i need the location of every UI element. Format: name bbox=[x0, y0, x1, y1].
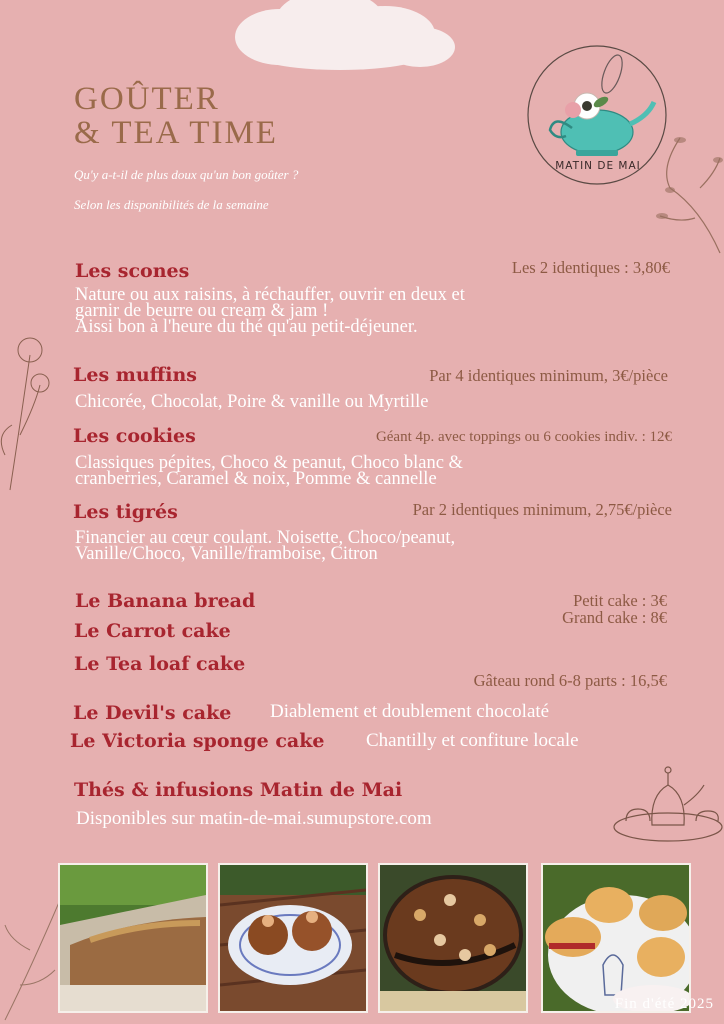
giant-cookie-photo bbox=[378, 863, 528, 1013]
scones-photo bbox=[541, 863, 691, 1013]
victoria-sponge-description: Chantilly et confiture locale bbox=[366, 730, 579, 751]
tigres-photo bbox=[218, 863, 368, 1013]
victoria-sponge-heading: Le Victoria sponge cake bbox=[70, 730, 325, 752]
teas-store-link: Disponibles sur matin-de-mai.sumupstore.com bbox=[76, 808, 432, 829]
tigres-heading: Les tigrés bbox=[73, 501, 178, 523]
cloud-decoration bbox=[220, 0, 460, 72]
page-title bbox=[74, 82, 278, 150]
cookies-line: Classiques pépites, Choco & peanut, Choco blanc & bbox=[75, 453, 463, 473]
grand-cake-price: Grand cake : 8€ bbox=[562, 608, 667, 627]
intro-availability: Selon les disponibilités de la semaine bbox=[74, 197, 269, 212]
banana-bread-heading: Le Banana bread bbox=[75, 590, 256, 612]
teas-heading: Thés & infusions Matin de Mai bbox=[74, 779, 403, 801]
floral-branch-icon bbox=[640, 128, 724, 258]
muffins-line: Chicorée, Chocolat, Poire & vanille ou Myrtille bbox=[75, 392, 429, 412]
scones-line: garnir de beurre ou cream & jam ! bbox=[75, 301, 329, 321]
season-footer: Fin d'été 2025 bbox=[614, 996, 714, 1012]
scones-price: Les 2 identiques : 3,80€ bbox=[511, 258, 670, 277]
intro-question: Qu'y a-t-il de plus doux qu'un bon goûter ? bbox=[74, 167, 299, 182]
muffins-heading: Les muffins bbox=[73, 364, 198, 386]
logo-text: MATIN DE MAI bbox=[555, 160, 641, 172]
round-cake-price: Gâteau rond 6-8 parts : 16,5€ bbox=[473, 671, 667, 690]
wildflower-icon bbox=[0, 315, 60, 495]
cookies-line: cranberries, Caramel & noix, Pomme & cannelle bbox=[75, 469, 437, 489]
petit-cake-price: Petit cake : 3€ bbox=[573, 591, 667, 610]
cookies-heading: Les cookies bbox=[73, 425, 196, 447]
devils-cake-heading: Le Devil's cake bbox=[73, 702, 232, 724]
devils-cake-description: Diablement et doublement chocolaté bbox=[270, 701, 550, 722]
scones-description bbox=[75, 287, 669, 335]
scones-heading: Les scones bbox=[75, 260, 190, 282]
tigres-description bbox=[75, 530, 669, 562]
title-line-1: GOÛTER bbox=[74, 81, 220, 117]
cookies-price: Géant 4p. avec toppings ou 6 cookies indiv. : 12€ bbox=[375, 429, 672, 445]
tea-loaf-cake-heading: Le Tea loaf cake bbox=[74, 653, 246, 675]
tigres-line: Vanille/Choco, Vanille/framboise, Citron bbox=[75, 544, 378, 564]
scones-line: Nature ou aux raisins, à réchauffer, ouvrir en deux et bbox=[75, 285, 465, 305]
muffins-price: Par 4 identiques minimum, 3€/pièce bbox=[429, 366, 668, 385]
muffins-description bbox=[75, 394, 669, 410]
carrot-cake-heading: Le Carrot cake bbox=[74, 620, 231, 642]
tigres-line: Financier au cœur coulant. Noisette, Choco/peanut, bbox=[75, 528, 456, 548]
banana-bread-photo bbox=[58, 863, 208, 1013]
tigres-price: Par 2 identiques minimum, 2,75€/pièce bbox=[412, 500, 672, 519]
cookies-description bbox=[75, 455, 669, 487]
scones-line: Aissi bon à l'heure du thé qu'au petit-déjeuner. bbox=[75, 317, 418, 337]
title-line-2: & TEA TIME bbox=[74, 115, 278, 151]
tea-set-icon bbox=[612, 755, 724, 855]
